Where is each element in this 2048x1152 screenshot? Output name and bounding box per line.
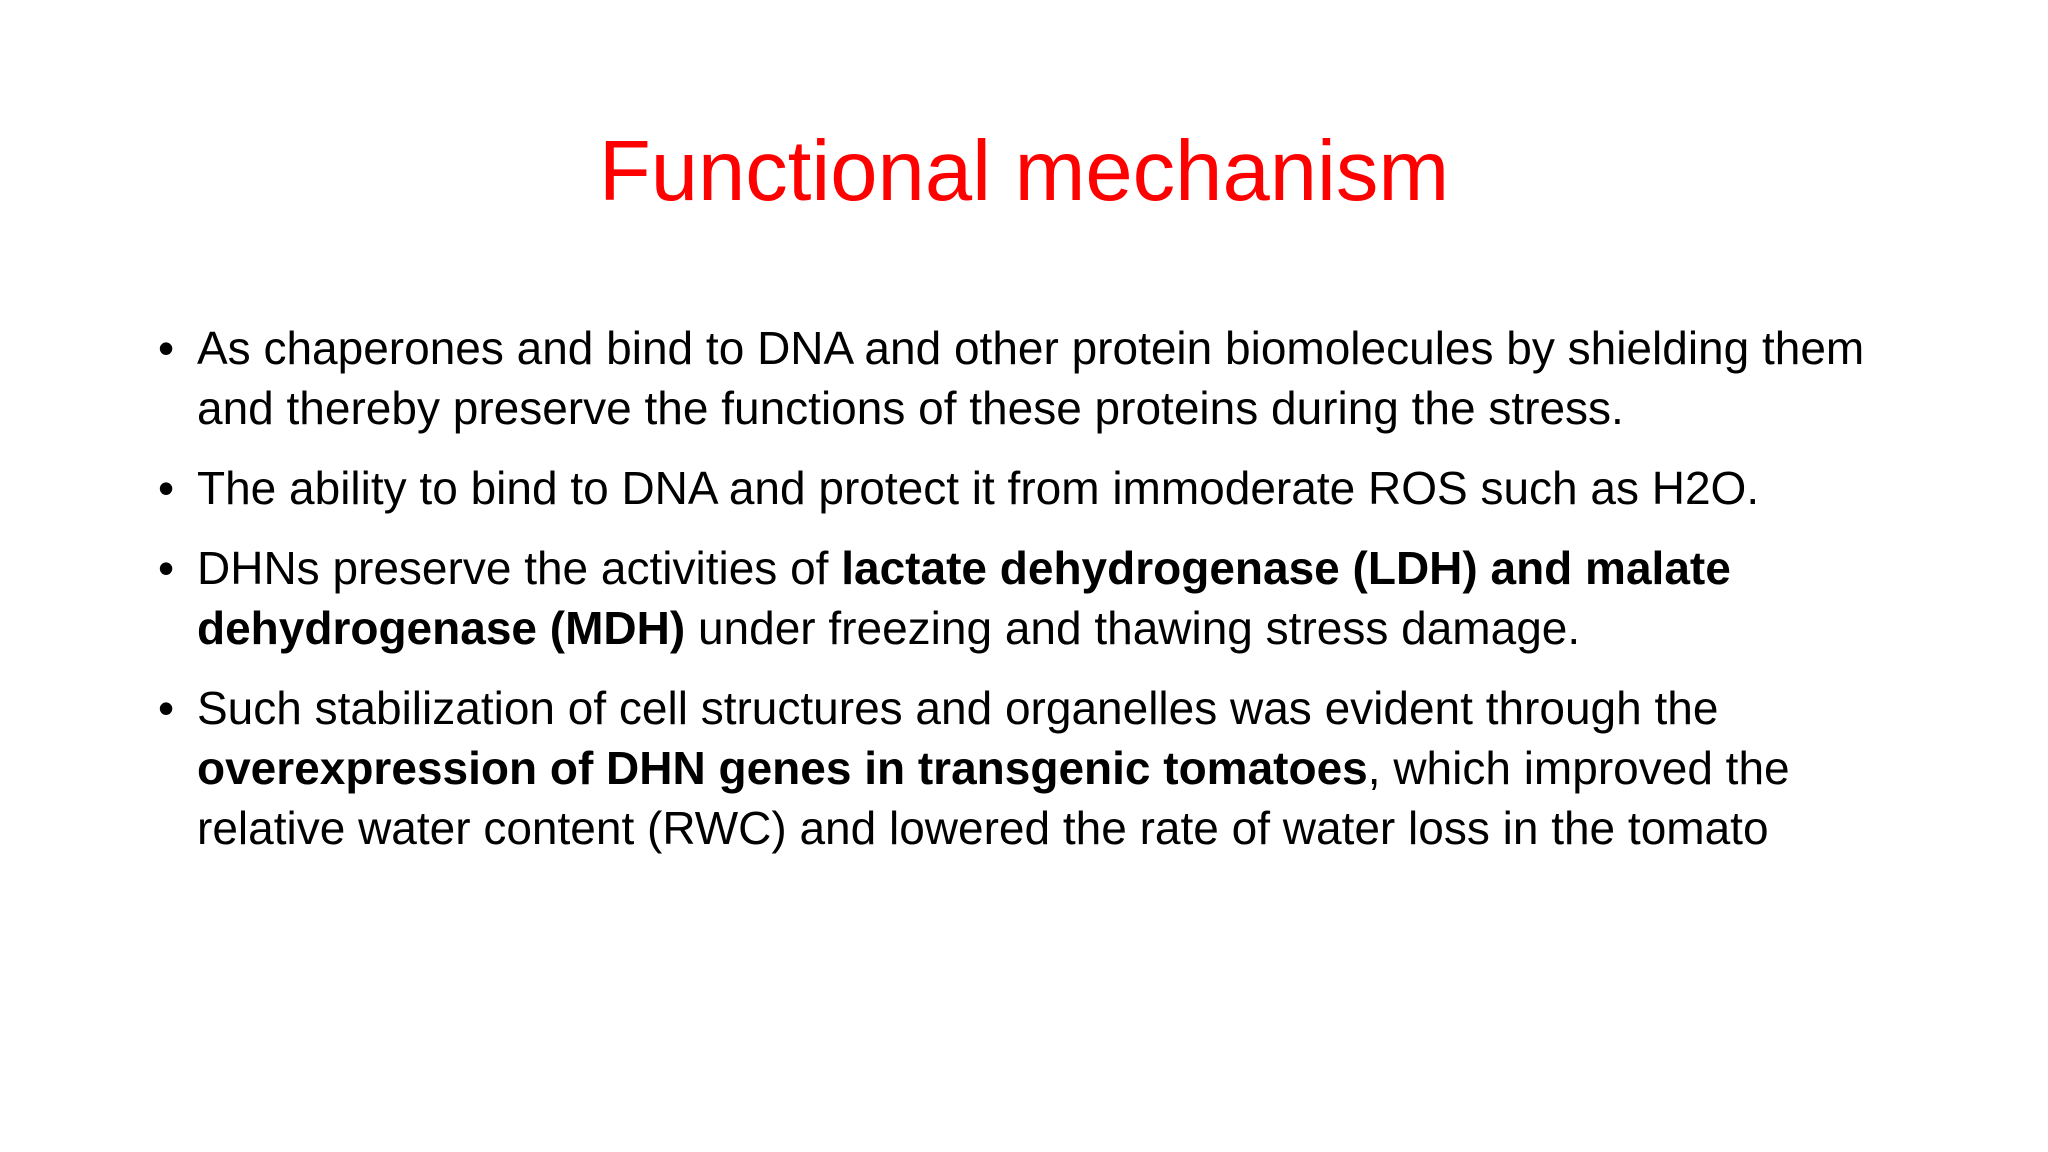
bullet-item-4 [150,678,1930,858]
slide-title: Functional mechanism [598,124,1450,219]
bullet-text: As chaperones and bind to DNA and other protein biomolecules by shielding them and thereby preserve the functions of these proteins during the stress. [197,322,1865,434]
bullet-text: under freezing and thawing stress damage. [685,602,1581,654]
bullet-text: , which improved the relative water content (RWC) and lowered the rate of water loss in the tomato [197,742,1790,854]
bullet-text: The ability to bind to DNA and protect it from immoderate ROS such as H2O. [197,462,1760,514]
bullet-item-1 [150,318,1930,438]
bullet-item-2 [150,458,1930,518]
bullet-icon: • [158,322,175,374]
bullet-text: Such stabilization of cell structures and organelles was evident through the [197,682,1719,734]
bullet-text: DHNs preserve the activities of [197,542,842,594]
bullet-item-3 [150,538,1930,658]
bullet-icon: • [158,462,175,514]
bullet-icon: • [158,542,175,594]
bullet-list [150,318,1930,878]
bullet-bold-text: lactate dehydrogenase (LDH) and malate dehydrogenase (MDH) [197,542,1731,654]
bullet-icon: • [158,682,175,734]
bullet-bold-text: overexpression of DHN genes in transgenic tomatoes [197,742,1368,794]
